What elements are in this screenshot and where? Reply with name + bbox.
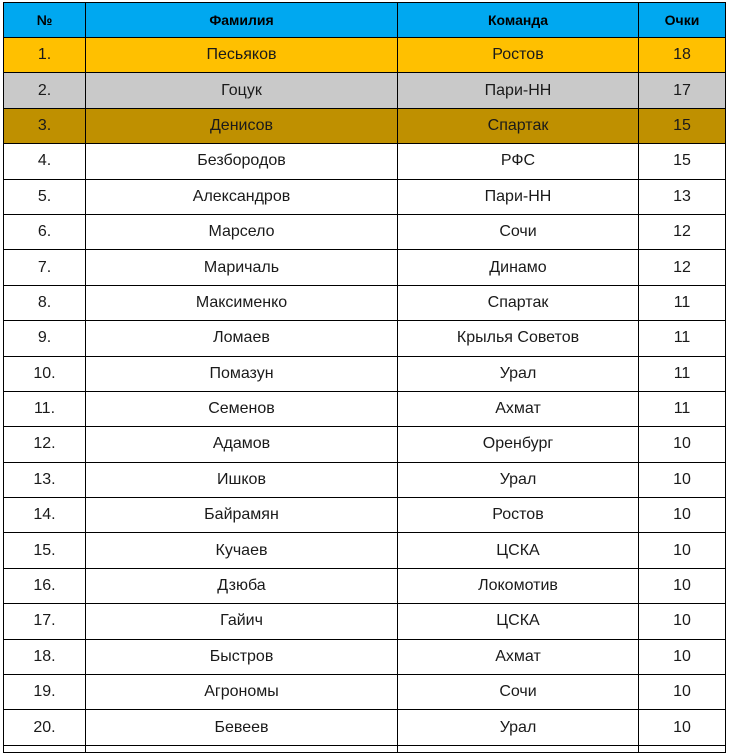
table-row [4, 321, 726, 356]
row-points: 11 [639, 356, 726, 391]
row-surname: Бевеев [86, 710, 398, 745]
row-team: Сочи [398, 675, 639, 710]
row-num: 13. [4, 462, 86, 497]
table-row [4, 568, 726, 603]
table-row [4, 710, 726, 745]
row-surname: Байрамян [86, 498, 398, 533]
row-team: Ростов [398, 38, 639, 73]
row-points: 10 [639, 639, 726, 674]
row-num: 2. [4, 73, 86, 108]
table-row [4, 73, 726, 108]
row-team: Урал [398, 356, 639, 391]
row-num: 18. [4, 639, 86, 674]
row-team: Спартак [398, 285, 639, 320]
header-num: № [4, 3, 86, 38]
row-points: 10 [639, 533, 726, 568]
row-team: Пари-НН [398, 179, 639, 214]
row-surname: Ломаев [86, 321, 398, 356]
table-row [4, 639, 726, 674]
table-row [4, 356, 726, 391]
row-team: Крылья Советов [398, 321, 639, 356]
row-team: РФС [398, 144, 639, 179]
table-row [4, 38, 726, 73]
row-surname: Песьяков [86, 38, 398, 73]
row-points: 10 [639, 675, 726, 710]
row-surname: Помазун [86, 356, 398, 391]
row-team: Ростов [398, 498, 639, 533]
row-team: Пари-НН [398, 73, 639, 108]
row-num: 5. [4, 179, 86, 214]
row-num: 10. [4, 356, 86, 391]
row-team: ЦСКА [398, 533, 639, 568]
row-team: Оренбург [398, 427, 639, 462]
table-row [4, 391, 726, 426]
row-num: 12. [4, 427, 86, 462]
row-surname: Максименко [86, 285, 398, 320]
table-row-partial [4, 745, 726, 752]
table-row [4, 179, 726, 214]
row-num: 14. [4, 498, 86, 533]
row-points: 10 [639, 462, 726, 497]
row-team: Урал [398, 462, 639, 497]
row-surname: Гоцук [86, 73, 398, 108]
table-body [4, 38, 726, 746]
row-num: 4. [4, 144, 86, 179]
header-team: Команда [398, 3, 639, 38]
table-row [4, 144, 726, 179]
row-team: Спартак [398, 108, 639, 143]
row-points: 12 [639, 250, 726, 285]
row-surname: Дзюба [86, 568, 398, 603]
row-points: 11 [639, 285, 726, 320]
row-team: Локомотив [398, 568, 639, 603]
row-num: 17. [4, 604, 86, 639]
table-row [4, 427, 726, 462]
row-surname: Ишков [86, 462, 398, 497]
row-points: 10 [639, 710, 726, 745]
row-num: 7. [4, 250, 86, 285]
row-team: Динамо [398, 250, 639, 285]
header-row [4, 3, 726, 38]
table-tail [4, 745, 726, 752]
row-surname: Александров [86, 179, 398, 214]
row-surname: Кучаев [86, 533, 398, 568]
row-surname: Марсело [86, 214, 398, 249]
row-surname: Безбородов [86, 144, 398, 179]
row-team: Ахмат [398, 391, 639, 426]
row-num: 9. [4, 321, 86, 356]
row-num: 6. [4, 214, 86, 249]
table-row [4, 108, 726, 143]
table-row [4, 675, 726, 710]
row-surname: Быстров [86, 639, 398, 674]
row-surname: Адамов [86, 427, 398, 462]
table-row [4, 498, 726, 533]
table-row [4, 214, 726, 249]
row-surname: Денисов [86, 108, 398, 143]
row-num: 11. [4, 391, 86, 426]
row-points: 12 [639, 214, 726, 249]
row-points: 15 [639, 144, 726, 179]
row-points: 10 [639, 427, 726, 462]
table-row [4, 604, 726, 639]
row-points: 18 [639, 38, 726, 73]
row-points: 10 [639, 568, 726, 603]
row-points: 10 [639, 498, 726, 533]
row-surname: Маричаль [86, 250, 398, 285]
row-team: Ахмат [398, 639, 639, 674]
row-num: 20. [4, 710, 86, 745]
row-num: 19. [4, 675, 86, 710]
row-num: 3. [4, 108, 86, 143]
row-points: 13 [639, 179, 726, 214]
row-surname: Агрономы [86, 675, 398, 710]
row-points: 11 [639, 391, 726, 426]
row-team: Сочи [398, 214, 639, 249]
row-points: 15 [639, 108, 726, 143]
table-row [4, 533, 726, 568]
row-num: 16. [4, 568, 86, 603]
table-row [4, 250, 726, 285]
table-row [4, 462, 726, 497]
row-points: 17 [639, 73, 726, 108]
row-surname: Гайич [86, 604, 398, 639]
row-points: 11 [639, 321, 726, 356]
table-header [4, 3, 726, 38]
ranking-table [3, 2, 726, 753]
row-num: 8. [4, 285, 86, 320]
row-team: ЦСКА [398, 604, 639, 639]
table-row [4, 285, 726, 320]
row-num: 1. [4, 38, 86, 73]
row-points: 10 [639, 604, 726, 639]
row-team: Урал [398, 710, 639, 745]
header-points: Очки [639, 3, 726, 38]
header-surname: Фамилия [86, 3, 398, 38]
row-num: 15. [4, 533, 86, 568]
row-surname: Семенов [86, 391, 398, 426]
